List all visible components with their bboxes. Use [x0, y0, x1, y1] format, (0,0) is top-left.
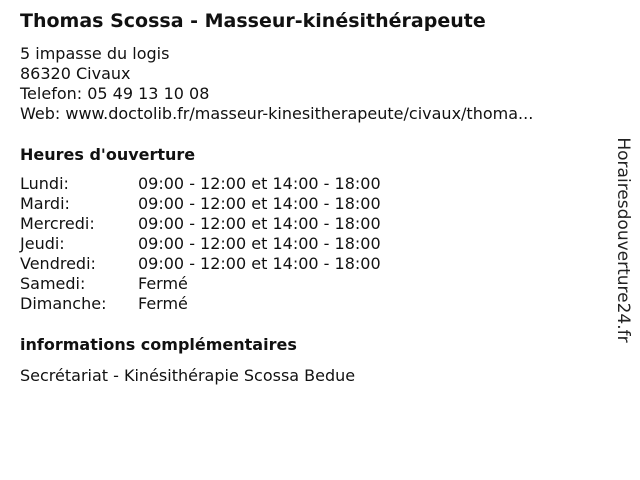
day-label: Lundi: [20, 174, 69, 193]
additional-info-text: Secrétariat - Kinésithérapie Scossa Bedue [20, 366, 356, 385]
hours-value: Fermé [138, 274, 188, 293]
additional-info-heading: informations complémentaires [20, 335, 297, 354]
day-label: Mardi: [20, 194, 70, 213]
day-label: Dimanche: [20, 294, 107, 313]
hours-value: 09:00 - 12:00 et 14:00 - 18:00 [138, 254, 381, 273]
day-label: Mercredi: [20, 214, 95, 233]
address-block [20, 44, 533, 124]
website-link[interactable]: Web: www.doctolib.fr/masseur-kinesitherapeute/civaux/thoma... [20, 104, 534, 123]
city-postcode: 86320 Civaux [20, 64, 131, 83]
hours-value: 09:00 - 12:00 et 14:00 - 18:00 [138, 234, 381, 253]
hours-value: 09:00 - 12:00 et 14:00 - 18:00 [138, 174, 381, 193]
hours-value: 09:00 - 12:00 et 14:00 - 18:00 [138, 194, 381, 213]
phone-number[interactable]: Telefon: 05 49 13 10 08 [20, 84, 210, 103]
page-title: Thomas Scossa - Masseur-kinésithérapeute [20, 10, 486, 32]
hours-value: Fermé [138, 294, 188, 313]
street-address: 5 impasse du logis [20, 44, 170, 63]
hours-value: 09:00 - 12:00 et 14:00 - 18:00 [138, 214, 381, 233]
opening-hours-heading: Heures d'ouverture [20, 145, 196, 164]
day-label: Vendredi: [20, 254, 96, 273]
day-label: Samedi: [20, 274, 86, 293]
site-watermark: Horairesdouverture24.fr [613, 137, 633, 343]
day-label: Jeudi: [20, 234, 65, 253]
